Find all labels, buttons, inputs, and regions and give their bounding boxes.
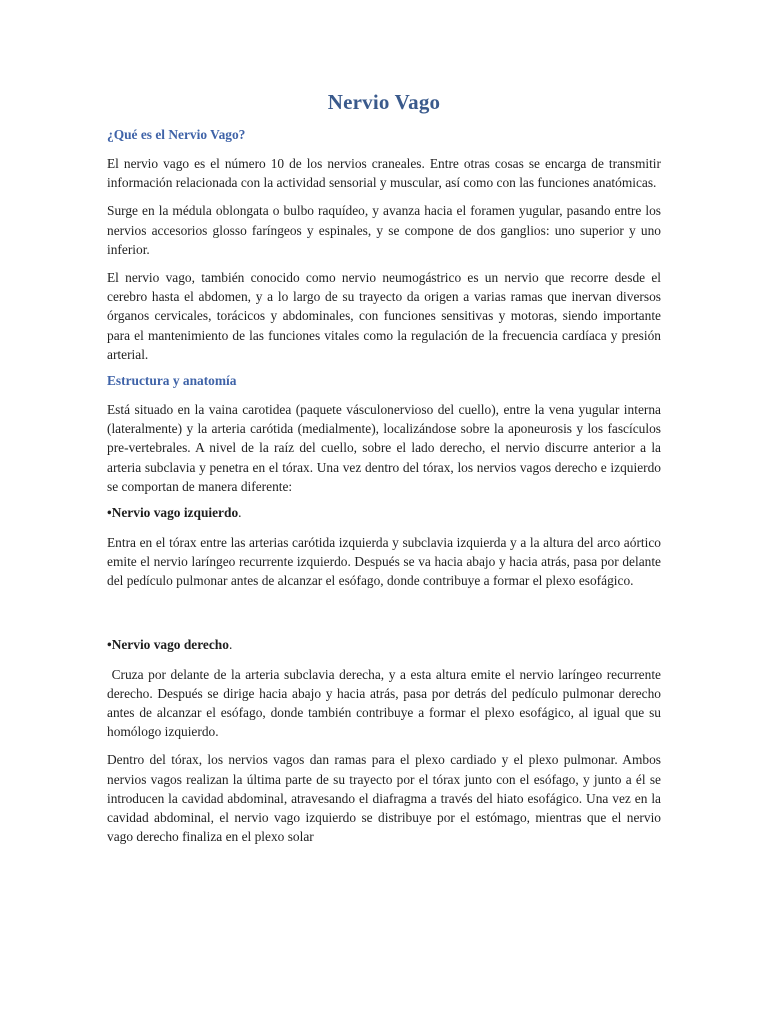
paragraph-right-vagus: Cruza por delante de la arteria subclavia derecha, y a esta altura emite el nervio laríngeo recurrente derecho. Después se dirige hacia abajo y hacia atrás, pasa por detrás del pedículo pulmonar derecho antes de alcanzar el esófago, donde también contribuye a formar el plexo esofágico, al igual que su homólogo izquierdo. [107,666,665,740]
blank-space [107,600,661,637]
section-heading-what-is: ¿Qué es el Nervio Vago? [107,127,246,142]
bullet-right-suffix: . [228,636,233,652]
bullet-right-label: •Nervio vago derecho [107,636,229,652]
paragraph-intro-1: El nervio vago es el número 10 de los nervios craneales. Entre otras cosas se encarga de transmitir información relacionada con la actividad sensorial y muscular, así como con las funciones anatómicas. [107,156,661,191]
bullet-left-vagus [107,505,661,521]
section-heading-structure: Estructura y anatomía [107,373,237,389]
paragraph-closing: Dentro del tórax, los nervios vagos dan ramas para el plexo cardiado y el plexo pulmonar. Ambos nervios vagos realizan la última parte de su trayecto por el tórax junto con el esófago, y junto a él se introducen la cavidad abdominal, atravesando el diafragma a través del hiato esofágico. Una vez en la cavidad abdominal, el nervio vago izquierdo se distribuye por el estómago, mientras que el nervio vago derecho finaliza en el plexo solar [107,752,661,845]
bullet-right-vagus [107,637,661,653]
paragraph-intro-3: El nervio vago, también conocido como nervio neumogástrico es un nervio que recorre desde el cerebro hasta el abdomen, y a lo largo de su trayecto da origen a varias ramas que inervan diversos órganos cervicales, torácicos y abdominales, con funciones sensitivas y motoras, siendo importante para el mantenimiento de las funciones vitales como la regulación de la frecuencia cardíaca y presión arterial. [107,270,661,362]
document-title: Nervio Vago [327,90,441,114]
bullet-left-suffix: . [238,505,242,521]
document-page [107,90,665,855]
paragraph-structure: Está situado en la vaina carotidea (paquete vásculonervioso del cuello), entre la vena yugular interna (lateralmente) y la arteria carótida (medialmente), localizándose sobre la aponeurosis y los fascículos pre-vertebrales. A nivel de la raíz del cuello, sobre el lado derecho, el nervio discurre anterior a la arteria subclavia y penetra en el tórax. Una vez dentro del tórax, los nervios vagos derecho e izquierdo se comportan de manera diferente: [107,402,661,494]
paragraph-left-vagus: Entra en el tórax entre las arterias carótida izquierda y subclavia izquierda y a la altura del arco aórtico emite el nervio laríngeo recurrente izquierdo. Después se va hacia abajo y hacia atrás, pasa por delante del pedículo pulmonar antes de alcanzar el esófago, donde contribuye a formar el plexo esofágico. [107,535,661,589]
paragraph-intro-2: Surge en la médula oblongata o bulbo raquídeo, y avanza hacia el foramen yugular, pasando entre los nervios accesorios glosso faríngeos y espinales, y se compone de dos ganglios: uno superior y uno inferior. [107,203,661,257]
bullet-left-label: •Nervio vago izquierdo [107,505,239,521]
